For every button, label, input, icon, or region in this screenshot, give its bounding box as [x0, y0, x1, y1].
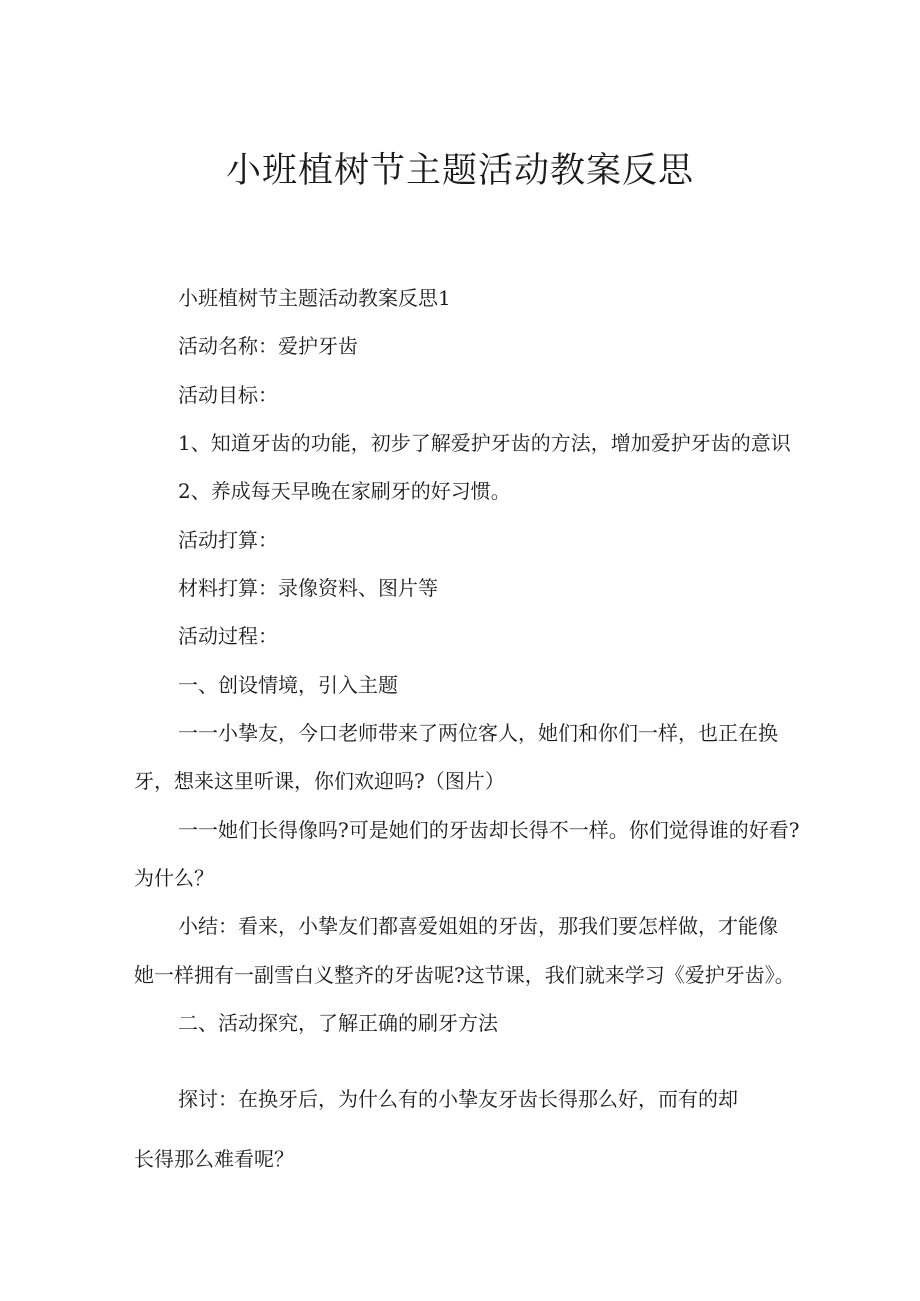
paragraph-line: 二、活动探究，了解正确的刷牙方法 [178, 1011, 498, 1035]
paragraph-line: 长得那么难看呢？ [134, 1147, 294, 1171]
paragraph-line: 一、创设情境，引入主题 [178, 673, 398, 697]
paragraph-line: 活动打算： [178, 528, 278, 552]
paragraph-line: 活动目标： [178, 383, 278, 407]
paragraph-line: 1、知道牙齿的功能，初步了解爱护牙齿的方法，增加爱护牙齿的意识 [178, 431, 791, 455]
paragraph-line: 牙，想来这里听课，你们欢迎吗?（图片） [134, 769, 505, 793]
paragraph-line: 一一小挚友，今口老师带来了两位客人，她们和你们一样，也正在换 [178, 721, 778, 745]
document-title: 小班植树节主题活动教案反思 [225, 151, 694, 191]
paragraph-line: 材料打算：录像资料、图片等 [178, 576, 438, 600]
paragraph-line: 她一样拥有一副雪白义整齐的牙齿呢?这节课，我们就来学习《爱护牙齿》。 [134, 963, 795, 987]
activity-name: 活动名称：爱护牙齿 [178, 334, 358, 358]
section-heading: 小班植树节主题活动教案反思1 [178, 286, 451, 310]
paragraph-line: 小结：看来，小挚友们都喜爱姐姐的牙齿，那我们要怎样做，才能像 [178, 914, 778, 938]
paragraph-line: 一一她们长得像吗?可是她们的牙齿却长得不一样。你们觉得谁的好看? [178, 818, 800, 842]
paragraph-line: 2、养成每天早晚在家刷牙的好习惯。 [178, 479, 511, 503]
paragraph-line: 活动过程： [178, 624, 278, 648]
paragraph-line: 为什么？ [134, 866, 214, 890]
paragraph-line: 探讨：在换牙后，为什么有的小挚友牙齿长得那么好，而有的却 [178, 1087, 738, 1111]
